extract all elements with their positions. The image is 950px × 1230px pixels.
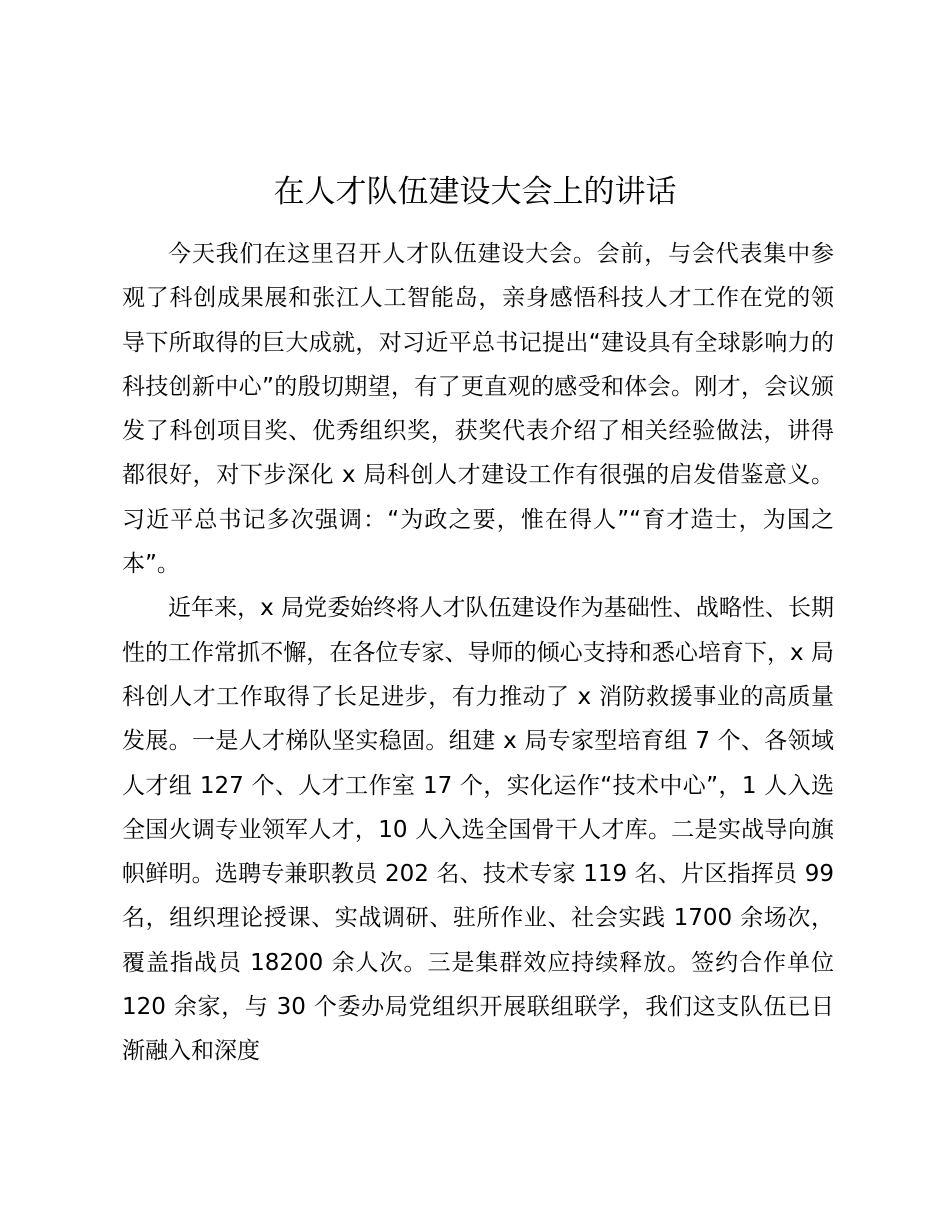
document-body bbox=[122, 232, 834, 1074]
paragraph-2: 近年来，x 局党委始终将人才队伍建设作为基础性、战略性、长期性的工作常抓不懈，在各位专家、导师的倾心支持和悉心培育下，x 局科创人才工作取得了长足进步，有力推动了 x 消防救援事业的高质量发展。一是人才梯队坚实稳固。组建 x 局专家型培育组 7 个、各领域人才组 127 个、人才工作室 17 个，实化运作“技术中心”，1 人入选全国火调专业领军人才，10 人入选全国骨干人才库。二是实战导向旗帜鲜明。选聘专兼职教员 202 名、技术专家 119 名、片区指挥员 99 名，组织理论授课、实战调研、驻所作业、社会实践 1700 余场次，覆盖指战员 18200 余人次。三是集群效应持续释放。签约合作单位 120 余家，与 30 个委办局党组织开展联组联学，我们这支队伍已日渐融入和深度 bbox=[122, 595, 834, 1065]
paragraph-1: 今天我们在这里召开人才队伍建设大会。会前，与会代表集中参观了科创成果展和张江人工智能岛，亲身感悟科技人才工作在党的领导下所取得的巨大成就，对习近平总书记提出“建设具有全球影响力的科技创新中心”的殷切期望，有了更直观的感受和体会。刚才，会议颁发了科创项目奖、优秀组织奖，获奖代表介绍了相关经验做法，讲得都很好，对下步深化 x 局科创人才建设工作有很强的启发借鉴意义。习近平总书记多次强调：“为政之要，惟在得人”“育才造士，为国之本”。 bbox=[122, 241, 834, 578]
document-title: 在人才队伍建设大会上的讲话 bbox=[273, 174, 677, 210]
